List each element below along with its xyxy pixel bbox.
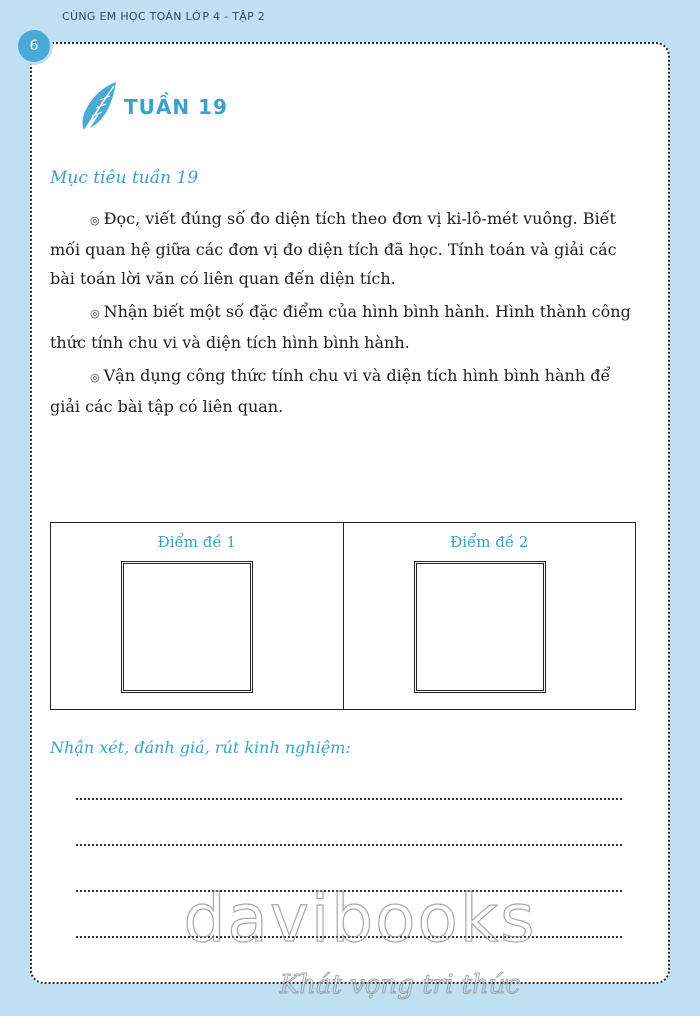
score-label-2: Điểm đề 2 <box>450 533 529 551</box>
goal-text: Vận dụng công thức tính chu vi và diện tích hình bình hành để giải các bài tập có liên quan. <box>50 366 611 416</box>
score-cell-2 <box>343 523 636 709</box>
score-cell-1 <box>51 523 343 709</box>
goal-item <box>50 297 640 357</box>
page-number: 6 <box>18 30 50 62</box>
goals-list <box>50 204 640 425</box>
week-title: TUẦN 19 <box>124 95 228 119</box>
watermark-brand: davibooks <box>183 880 537 957</box>
page-frame <box>30 42 670 984</box>
book-title: CÙNG EM HỌC TOÁN LỚP 4 - TẬP 2 <box>62 10 266 23</box>
review-line[interactable] <box>76 844 622 846</box>
review-heading: Nhận xét, đánh giá, rút kinh nghiệm: <box>50 738 351 757</box>
quill-icon <box>76 78 120 136</box>
watermark-slogan: Khát vọng tri thức <box>279 970 521 1000</box>
review-line[interactable] <box>76 798 622 800</box>
goal-item <box>50 361 640 421</box>
goal-item <box>50 204 640 293</box>
goals-heading: Mục tiêu tuần 19 <box>50 168 199 188</box>
score-label-1: Điểm đề 1 <box>157 533 236 551</box>
bullet-icon: ◎ <box>90 371 100 384</box>
week-heading <box>76 78 228 136</box>
bullet-icon: ◎ <box>90 214 100 227</box>
goal-text: Đọc, viết đúng số đo diện tích theo đơn vị ki-lô-mét vuông. Biết mối quan hệ giữa các đơn vị đo diện tích đã học. Tính toán và giải các bài toán lời văn có liên quan đến diện tích. <box>50 209 617 288</box>
score-box-1[interactable] <box>121 561 253 693</box>
bullet-icon: ◎ <box>90 307 100 320</box>
score-box-2[interactable] <box>414 561 546 693</box>
score-table <box>50 522 636 710</box>
goal-text: Nhận biết một số đặc điểm của hình bình hành. Hình thành công thức tính chu vi và diện tích hình bình hành. <box>50 302 631 352</box>
